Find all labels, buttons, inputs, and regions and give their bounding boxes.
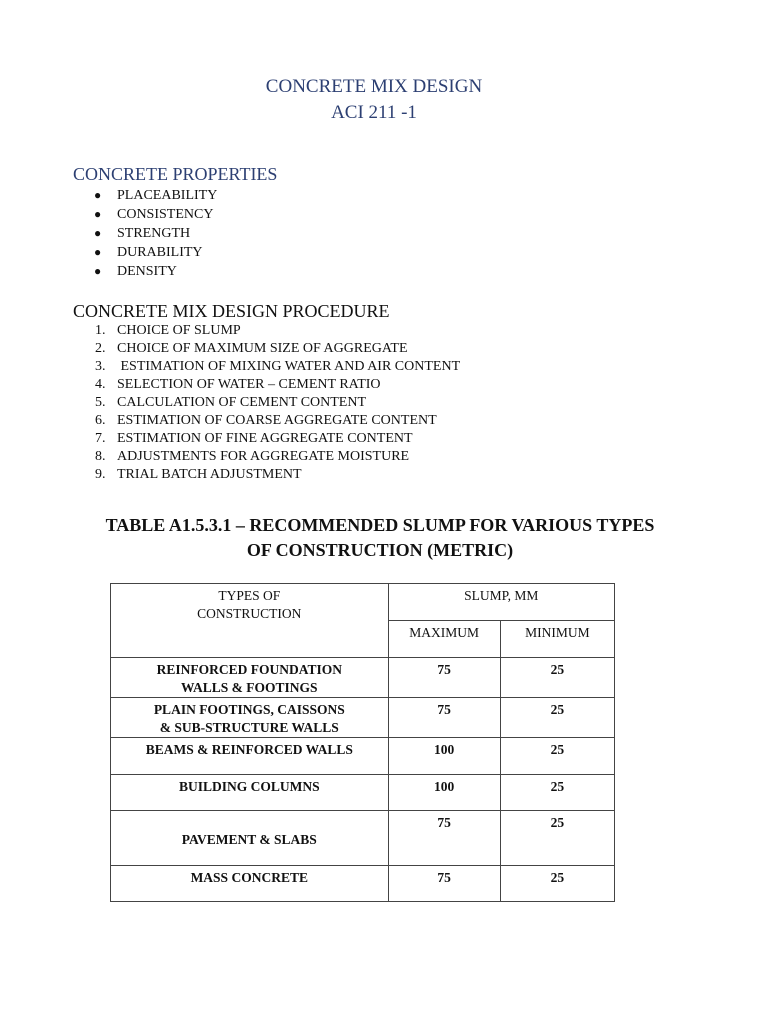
list-item: ● DENSITY: [94, 264, 177, 279]
list-item: 1. CHOICE OF SLUMP: [95, 323, 241, 338]
list-number: 8.: [95, 449, 106, 464]
cell-minimum: 25: [500, 775, 614, 811]
list-item: 6. ESTIMATION OF COARSE AGGREGATE CONTENT: [95, 413, 437, 428]
list-number: 1.: [95, 323, 106, 338]
table-row: [111, 811, 615, 866]
table-row: [111, 738, 615, 775]
cell-type: BUILDING COLUMNS: [111, 775, 389, 811]
cell-maximum: 100: [388, 775, 500, 811]
list-number: 2.: [95, 341, 106, 356]
list-number: 6.: [95, 413, 106, 428]
table-row: [111, 698, 615, 738]
list-item: 9. TRIAL BATCH ADJUSTMENT: [95, 467, 302, 482]
cell-maximum: 75: [388, 866, 500, 902]
list-number: 7.: [95, 431, 106, 446]
bullet-icon: ●: [94, 226, 102, 240]
properties-heading: CONCRETE PROPERTIES: [73, 164, 278, 184]
header-minimum: MINIMUM: [500, 621, 614, 658]
table-header-row: [111, 584, 615, 621]
cell-minimum: 25: [500, 698, 614, 738]
list-item: 2. CHOICE OF MAXIMUM SIZE OF AGGREGATE: [95, 341, 408, 356]
cell-type: PLAIN FOOTINGS, CAISSONS & SUB-STRUCTURE WALLS: [111, 698, 389, 738]
document-title: [0, 74, 748, 126]
list-item: ● PLACEABILITY: [94, 188, 218, 203]
list-item: ● CONSISTENCY: [94, 207, 214, 222]
cell-type: BEAMS & REINFORCED WALLS: [111, 738, 389, 775]
list-number: 9.: [95, 467, 106, 482]
slump-table: [110, 583, 615, 902]
bullet-icon: ●: [94, 188, 102, 202]
cell-maximum: 75: [388, 811, 500, 866]
cell-maximum: 75: [388, 658, 500, 698]
list-item: 4. SELECTION OF WATER – CEMENT RATIO: [95, 377, 381, 392]
cell-type: MASS CONCRETE: [111, 866, 389, 902]
list-number: 3.: [95, 359, 106, 374]
list-item: ● STRENGTH: [94, 226, 191, 241]
header-slump: SLUMP, MM: [388, 584, 614, 621]
bullet-icon: ●: [94, 207, 102, 221]
cell-minimum: 25: [500, 658, 614, 698]
cell-maximum: 75: [388, 698, 500, 738]
title-line-1: CONCRETE MIX DESIGN: [265, 76, 483, 97]
cell-type: PAVEMENT & SLABS: [111, 811, 389, 866]
cell-minimum: 25: [500, 866, 614, 902]
list-number: 4.: [95, 377, 106, 392]
table-caption: [60, 513, 700, 563]
procedure-list: [73, 322, 460, 484]
cell-minimum: 25: [500, 738, 614, 775]
header-maximum: MAXIMUM: [388, 621, 500, 658]
cell-minimum: 25: [500, 811, 614, 866]
bullet-icon: ●: [94, 264, 102, 278]
caption-line-1: TABLE A1.5.3.1 – RECOMMENDED SLUMP FOR VARIOUS TYPES: [105, 515, 655, 535]
table-row: [111, 775, 615, 811]
header-types-of-construction: TYPES OF CONSTRUCTION: [111, 584, 389, 658]
cell-maximum: 100: [388, 738, 500, 775]
list-item: ● DURABILITY: [94, 245, 203, 260]
list-item: 5. CALCULATION OF CEMENT CONTENT: [95, 395, 367, 410]
list-item: 7. ESTIMATION OF FINE AGGREGATE CONTENT: [95, 431, 413, 446]
procedure-heading: CONCRETE MIX DESIGN PROCEDURE: [73, 301, 390, 321]
list-number: 5.: [95, 395, 106, 410]
caption-line-2: OF CONSTRUCTION (METRIC): [246, 540, 514, 560]
list-item: 8. ADJUSTMENTS FOR AGGREGATE MOISTURE: [95, 449, 410, 464]
properties-list: [73, 186, 217, 281]
bullet-icon: ●: [94, 245, 102, 259]
cell-type: REINFORCED FOUNDATION WALLS & FOOTINGS: [111, 658, 389, 698]
table-row: [111, 658, 615, 698]
table-row: [111, 866, 615, 902]
title-line-2: ACI 211 -1: [331, 102, 417, 123]
list-item: 3. ESTIMATION OF MIXING WATER AND AIR CONTENT: [95, 359, 461, 374]
